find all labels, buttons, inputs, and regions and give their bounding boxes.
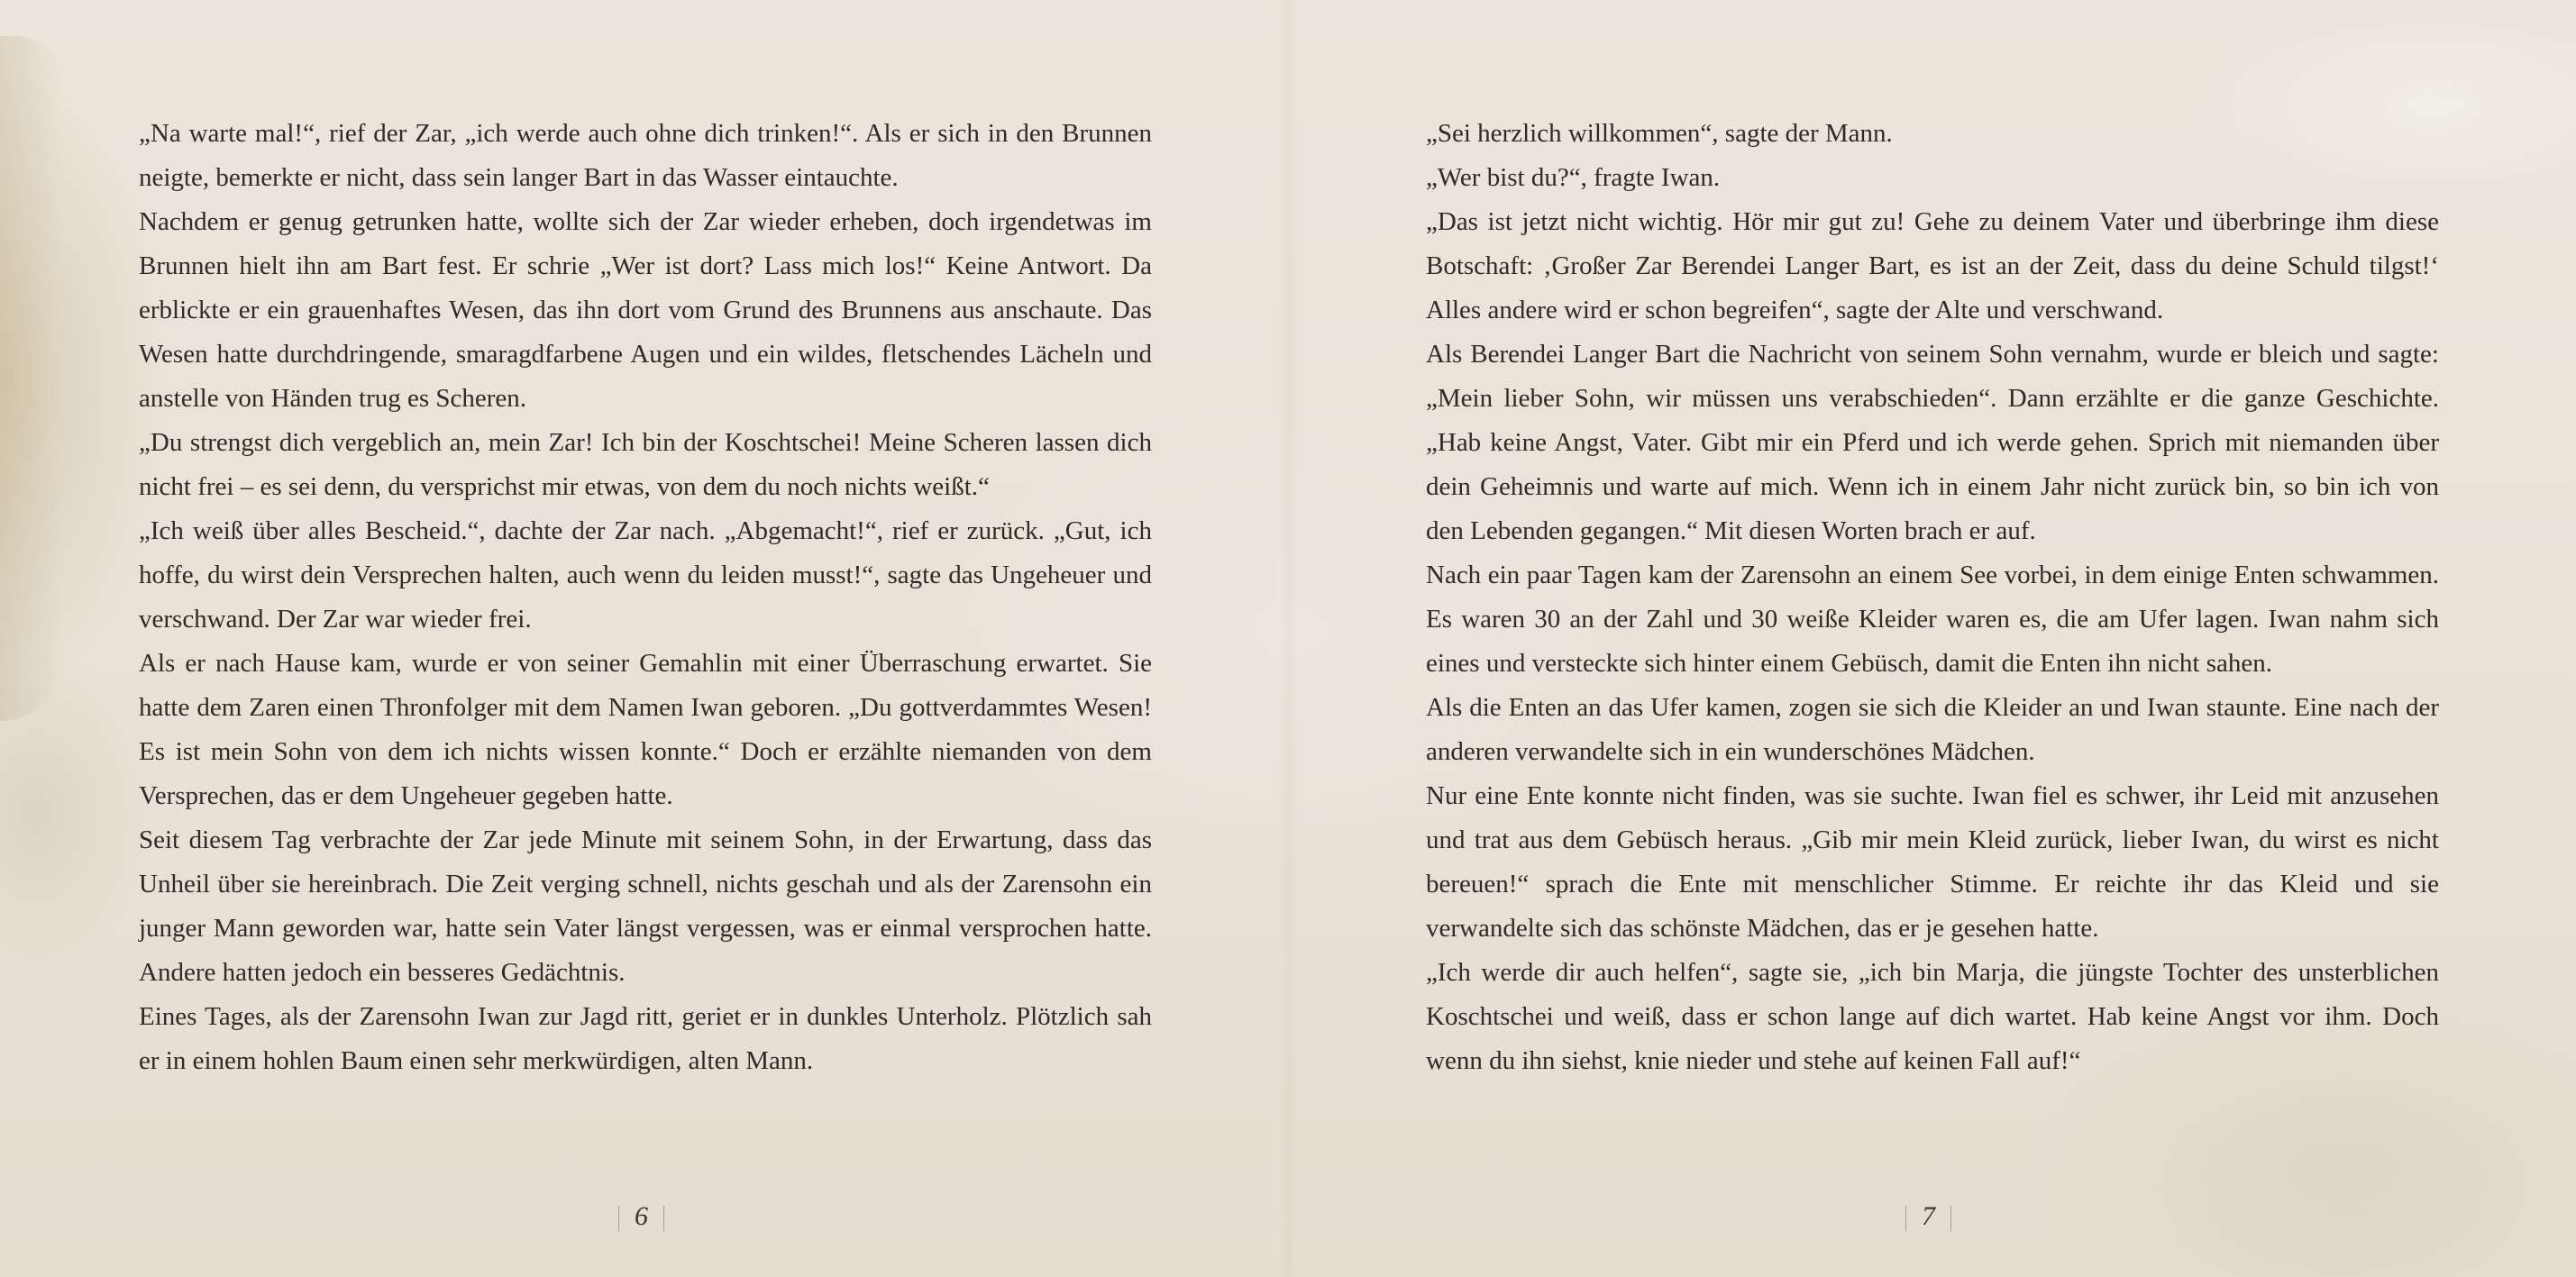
- paragraph: „Sei herzlich willkommen“, sagte der Mann.: [1426, 119, 1893, 148]
- book-gutter: [1280, 0, 1298, 1277]
- paragraph: Nachdem er genug getrunken hatte, wollte sich der Zar wieder erheben, doch irgendetwas im Brunnen hielt ihn am Bart fest. Er schrie „Wer ist dort? Lass mich los!“ Keine Antwort. Da erblickte er ein grauenhaftes Wesen, das ihn dort vom Grund des Brunnens aus anschaute. Das Wesen hatte durchdringende, smaragdfarbene Augen und ein wildes, fletschendes Lächeln und anstelle von Händen trug es Scheren.: [139, 207, 1152, 413]
- paragraph: „Na warte mal!“, rief der Zar, „ich werde auch ohne dich trinken!“. Als er sich in den Brunnen neigte, bemerkte er nicht, dass sein langer Bart in das Wasser eintauchte.: [139, 119, 1152, 192]
- paragraph: Als die Enten an das Ufer kamen, zogen sie sich die Kleider an und Iwan staunte. Eine nach der anderen verwandelte sich in ein wunderschönes Mädchen.: [1426, 693, 2439, 766]
- paper-stain: [0, 36, 63, 721]
- paragraph: Eines Tages, als der Zarensohn Iwan zur Jagd ritt, geriet er in dunkles Unterholz. Plötzlich sah er in einem hohlen Baum einen sehr merkwürdigen, alten Mann.: [139, 1002, 1152, 1075]
- paragraph: Als Berendei Langer Bart die Nachricht von seinem Sohn vernahm, wurde er bleich und sagte: „Mein lieber Sohn, wir müssen uns verabschieden“. Dann erzählte er die ganze Geschichte. „Hab keine Angst, Vater. Gibt mir ein Pferd und ich werde gehen. Sprich mit niemanden über dein Geheimnis und warte auf mich. Wenn ich in einem Jahr nicht zurück bin, so bin ich von den Lebenden gegangen.“ Mit diesen Worten brach er auf.: [1426, 340, 2439, 545]
- page-number-left: 6: [618, 1200, 664, 1233]
- paragraph: Als er nach Hause kam, wurde er von seiner Gemahlin mit einer Überraschung erwartet. Sie hatte dem Zaren einen Thronfolger mit dem Namen Iwan geboren. „Du gottverdammtes Wesen! Es ist mein Sohn von dem ich nichts wissen konnte.“ Doch er erzählte niemanden von dem Versprechen, das er dem Ungeheuer gegeben hatte.: [139, 649, 1152, 810]
- paragraph: Nach ein paar Tagen kam der Zarensohn an einem See vorbei, in dem einige Enten schwammen. Es waren 30 an der Zahl und 30 weiße Kleider waren es, die am Ufer lagen. Iwan nahm sich eines und versteckte sich hinter einem Gebüsch, damit die Enten ihn nicht sahen.: [1426, 561, 2439, 678]
- page-number-right: 7: [1905, 1200, 1951, 1233]
- paragraph: „Das ist jetzt nicht wichtig. Hör mir gut zu! Gehe zu deinem Vater und überbringe ihm diese Botschaft: ‚Großer Zar Berendei Langer Bart, es ist an der Zeit, dass du deine Schuld tilgst!‘ Alles andere wird er schon begreifen“, sagte der Alte und verschwand.: [1426, 207, 2439, 324]
- paragraph: Seit diesem Tag verbrachte der Zar jede Minute mit seinem Sohn, in der Erwartung, dass das Unheil über sie hereinbrach. Die Zeit verging schnell, nichts geschah und als der Zarensohn ein junger Mann geworden war, hatte sein Vater längst vergessen, was er einmal versprochen hatte. Andere hatten jedoch ein besseres Gedächtnis.: [139, 825, 1152, 987]
- paragraph: „Ich weiß über alles Bescheid.“, dachte der Zar nach. „Abgemacht!“, rief er zurück. „Gut, ich hoffe, du wirst dein Versprechen halten, auch wenn du leiden musst!“, sagte das Ungeheuer und verschwand. Der Zar war wieder frei.: [139, 516, 1152, 634]
- left-page: [139, 112, 1152, 1083]
- right-page: [1426, 112, 2439, 1083]
- paragraph: „Wer bist du?“, fragte Iwan.: [1426, 163, 1721, 192]
- paragraph: Nur eine Ente konnte nicht finden, was sie suchte. Iwan fiel es schwer, ihr Leid mit anzusehen und trat aus dem Gebüsch heraus. „Gib mir mein Kleid zurück, lieber Iwan, du wirst es nicht bereuen!“ sprach die Ente mit menschlicher Stimme. Er reichte ihr das Kleid und sie verwandelte sich das schönste Mädchen, das er je gesehen hatte.: [1426, 781, 2439, 943]
- paragraph: „Ich werde dir auch helfen“, sagte sie, „ich bin Marja, die jüngste Tochter des unsterblichen Koschtschei und weiß, dass er schon lange auf dich wartet. Hab keine Angst vor ihm. Doch wenn du ihn siehst, knie nieder und stehe auf keinen Fall auf!“: [1426, 958, 2439, 1075]
- paragraph: „Du strengst dich vergeblich an, mein Zar! Ich bin der Koschtschei! Meine Scheren lassen dich nicht frei – es sei denn, du versprichst mir etwas, von dem du noch nichts weißt.“: [139, 428, 1152, 501]
